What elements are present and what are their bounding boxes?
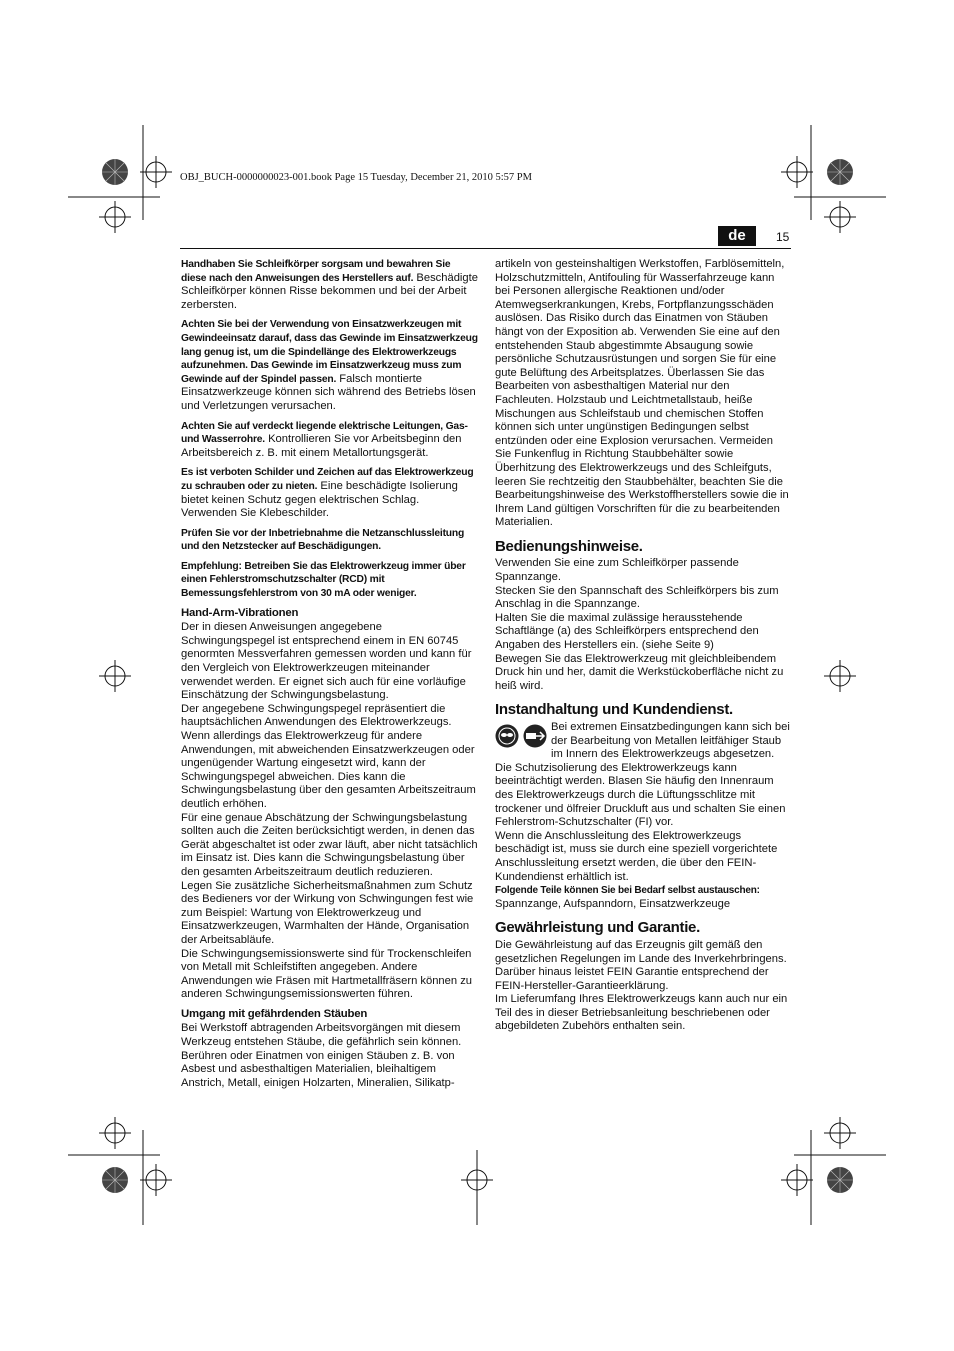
section-heading-maintenance: Instandhaltung und Kundendienst. <box>495 701 733 719</box>
body-paragraph: Bei extremen Einsatzbedingungen kann sich bei der Bearbeitung von Metallen leitfähiger Staub im Innern des Elektrowerkzeugs abgesetzen. Die Schutzisolierung des Elektrowerkzeugs kann beeinträchtigt werden. Blasen Sie häufig den Innenraum des Elektrowerkzeugs durch die Lüftungsschlitze mit trockener und ölfreier Druckluft aus und schalten Sie einen Fehlerstrom-Schutzschalter (FI) vor. <box>495 721 790 829</box>
safety-paragraph: Empfehlung: Betreiben Sie das Elektrowerkzeug immer über einen Fehlerstromschutzschalter (RCD) mit Bemessungsfehlerstrom von 30 mA oder weniger. <box>181 560 466 600</box>
book-header-line: OBJ_BUCH-0000000023-001.book Page 15 Tuesday, December 21, 2010 5:57 PM <box>180 172 532 183</box>
safety-icons <box>495 723 549 749</box>
body-paragraph: Für eine genaue Abschätzung der Schwingungsbelastung sollten auch die Zeiten berücksichtigt werden, in denen das Gerät abgeschaltet ist oder zwar läuft, aber nicht tatsächlich im Einsatz ist. Dies kann die Schwingungsbelastung über den gesamten Arbeitszeitraum deutlich reduzieren. <box>181 811 478 878</box>
safety-paragraph: Prüfen Sie vor der Inbetriebnahme die Netzanschlussleitung und den Netzstecker auf Beschädigungen. <box>181 527 465 553</box>
body-paragraph: Legen Sie zusätzliche Sicherheitsmaßnahmen zum Schutz des Bedieners vor der Wirkung von Schwingungen fest wie zum Beispiel: Wartung von Elektrowerkzeug und Einsatzwerkzeugen, Warmhalten der Hände, Organisation der Arbeitsabläufe. <box>181 879 474 946</box>
section-heading-operation: Bedienungshinweise. <box>495 537 643 555</box>
body-paragraph: Der angegebene Schwingungspegel repräsentiert die hauptsächlichen Anwendungen des Elektrowerkzeugs. Wenn allerdings das Elektrowerkzeug für andere Anwendungen, mit abweichenden Einsatzwerkzeugen oder ungenügender Wartung eingesetzt wird, kann der Schwingungspegel abweichen. Dies kann die Schwingungsbelastung über den gesamten Arbeitszeitraum deutlich erhöhen. <box>181 702 476 810</box>
safety-paragraph: Handhaben Sie Schleifkörper sorgsam und bewahren Sie diese nach den Anweisungen des Herstellers auf. Beschädigte Schleifkörper können Risse bekommen und bei der Arbeit zerbersten. <box>181 259 478 311</box>
body-paragraph: Die Gewährleistung auf das Erzeugnis gilt gemäß den gesetzlichen Regelungen im Lande des Inverkehrbringens. Darüber hinaus leistet FEIN Garantie entsprechend der FEIN-Hersteller-Garantieerklärung. <box>495 938 787 992</box>
body-paragraph: Der in diesen Anweisungen angegebene Schwingungspegel ist entsprechend einem in EN 60745 genormten Messverfahren gemessen worden und kann für den Vergleich von Elektrowerkzeugen miteinander verwendet werden. Er eignet sich auch für eine vorläufige Einschätzung der Schwingungsbelastung. <box>181 621 472 702</box>
body-paragraph: Wenn die Anschlussleitung des Elektrowerkzeugs beschädigt ist, muss sie durch eine speziell vorgerichtete Anschlussleitung ersetzt werden, die über den FEIN-Kundendienst erhältlich ist. <box>495 829 778 883</box>
right-column <box>495 258 791 1040</box>
section-heading-warranty: Gewährleistung und Garantie. <box>495 919 700 937</box>
subheading-dust: Umgang mit gefährdenden Stäuben <box>181 1007 368 1020</box>
body-paragraph: Bei Werkstoff abtragenden Arbeitsvorgängen mit diesem Werkzeug entstehen Stäube, die gefährlich sein können. Berühren oder Einatmen von einigen Stäuben z. B. von Asbest und asbesthaltigen Materialien, bleihaltigem Anstrich, Metall, einigen Holzarten, Mineralien, Silikatp- <box>181 1022 462 1089</box>
body-paragraph: artikeln von gesteinshaltigen Werkstoffen, Farblösemitteln, Holzschutzmitteln, Antifouling für Wasserfahrzeuge kann bei Personen allergische Reaktionen und/oder Atemwegserkrankungen, Krebs, Fortpflanzungsschäden auslösen. Das Risiko durch das Einatmen von Stäuben hängt von der Exposition ab. Verwenden Sie eine auf den entstehenden Staub abgestimmte Absaugung sowie persönliche Schutzausrüstungen und sorgen Sie für eine gute Belüftung des Arbeitsplatzes. Überlassen Sie das Bearbeiten von asbesthaltigen Material nur den Fachleuten. Holzstaub und Leichtmetallstaub, heiße Mischungen aus Schleifstaub und chemischen Stoffen können sich unter ungünstigen Bedingungen selbst entzünden oder eine Explosion verursachen. Vermeiden Sie Funkenflug in Richtung Staubbehälter sowie Überhitzung des Elektrowerkzeugs und des Schleifguts, leeren Sie rechtzeitig den Staubbehälter, beachten Sie die Bearbeitungshinweise des Werkstoffherstellers sowie die in Ihrem Land gültigen Vorschriften für die zu bearbeitenden Materialien. <box>495 258 789 529</box>
header-rule <box>180 248 791 249</box>
body-paragraph: Bewegen Sie das Elektrowerkzeug mit gleichbleibendem Druck hin und her, damit die Werkstückoberfläche nicht zu heiß wird. <box>495 652 784 692</box>
body-paragraph: Stecken Sie den Spannschaft des Schleifkörpers bis zum Anschlag in die Spannzange. <box>495 584 779 611</box>
subheading-vibrations: Hand-Arm-Vibrationen <box>181 606 299 619</box>
page-number: 15 <box>776 230 790 244</box>
left-column <box>181 258 478 1096</box>
safety-paragraph: Es ist verboten Schilder und Zeichen auf das Elektrowerkzeug zu schrauben oder zu nieten. Eine beschädigte Isolierung bietet keinen Schutz gegen elektrischen Schlag. Verwenden Sie Klebeschilder. <box>181 467 474 520</box>
spare-parts-label: Folgende Teile können Sie bei Bedarf selbst austauschen: <box>495 885 760 897</box>
body-paragraph: Im Lieferumfang Ihres Elektrowerkzeugs kann auch nur ein Teil des in dieser Betriebsanleitung beschriebenen oder abgebildeten Zubehörs enthalten sein. <box>495 993 788 1033</box>
body-paragraph: Halten Sie die maximal zulässige herausstehende Schaftlänge (a) des Schleifkörpers entsprechend den Angaben des Herstellers ein. (siehe Seite 9) <box>495 611 759 652</box>
spare-parts-list: Spannzange, Aufspanndorn, Einsatzwerkzeuge <box>495 897 731 910</box>
language-badge: de <box>718 226 756 246</box>
safety-paragraph: Achten Sie bei der Verwendung von Einsatzwerkzeugen mit Gewindeeinsatz darauf, dass das Gewinde im Einsatzwerkzeug lang genug ist, um die Spindellänge des Elektrowerkzeugs aufzunehmen. Das Gewinde im Einsatzwerkzeug muss zum Gewinde auf der Spindel passen. Falsch montierte Einsatzwerkzeuge können sich während des Betriebs lösen und Verletzungen verursachen. <box>181 319 478 412</box>
body-paragraph: Die Schwingungsemissionswerte sind für Trockenschleifen von Metall mit Schleifstiften angegeben. Andere Anwendungen wie Fräsen mit Hartmetallfräsern können zu anderen Schwingungsemissionswerten führen. <box>181 947 473 1001</box>
safety-paragraph: Achten Sie auf verdeckt liegende elektrische Leitungen, Gas- und Wasserrohre. Kontrollieren Sie vor Arbeitsbeginn den Arbeitsbereich z. B. mit einem Metallortungsgerät. <box>181 420 468 459</box>
body-paragraph: Verwenden Sie eine zum Schleifkörper passende Spannzange. <box>495 557 739 584</box>
